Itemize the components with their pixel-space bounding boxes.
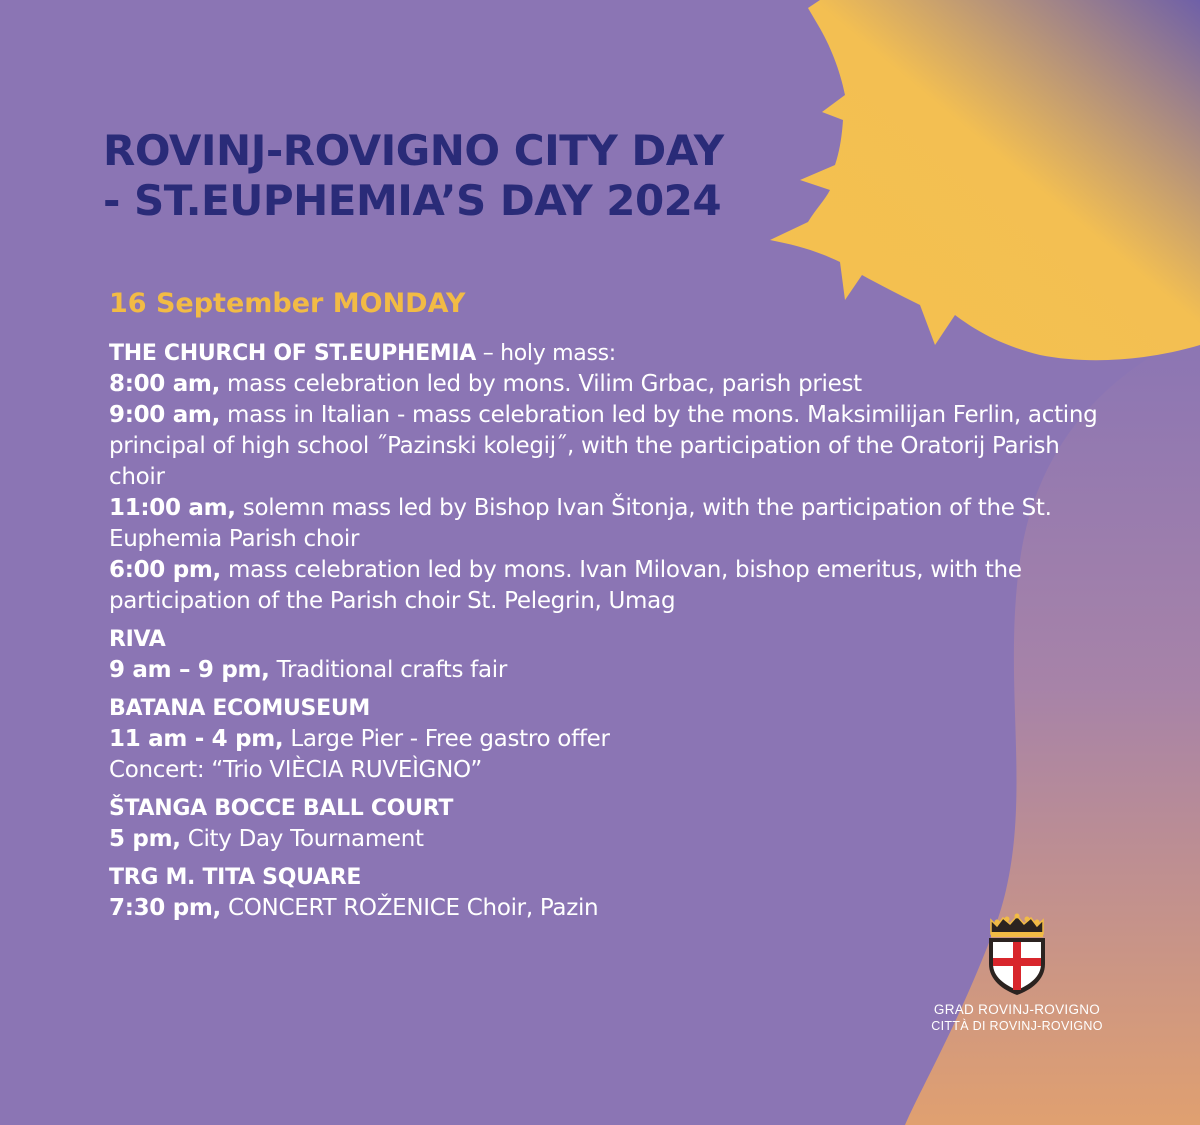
item-time: 7:30 pm, [109,895,221,921]
item-time: 5 pm, [109,826,181,852]
item-text: mass celebration led by mons. Ivan Milovan, bishop emeritus, with the participation of the Parish choir St. Pelegrin, Umag [109,557,1022,614]
schedule-item [109,555,1099,617]
page-title [103,126,724,226]
venue-heading [109,338,1099,369]
item-text: Large Pier - Free gastro offer [283,726,610,752]
schedule-item [109,493,1099,555]
item-time: 8:00 am, [109,371,221,397]
venue-name: THE CHURCH OF ST.EUPHEMIA [109,341,477,366]
venue-suffix: – holy mass: [476,341,616,366]
section-church [109,338,1099,617]
item-text: mass in Italian - mass celebration led by the mons. Maksimilijan Ferlin, acting principal of high school ˝Pazinski kolegij˝, with the participation of the Oratorij Parish choir [109,402,1098,490]
section-batana [109,693,1099,786]
schedule-item [109,400,1099,493]
schedule-item-concert: Concert: “Trio VIÈCIA RUVEÌGNO” [109,757,482,783]
item-time: 11 am - 4 pm, [109,726,284,752]
item-text: Traditional crafts fair [269,657,508,683]
item-time: 11:00 am, [109,495,236,521]
item-time: 9 am – 9 pm, [109,657,270,683]
section-stanga [109,793,1099,855]
event-date: 16 September MONDAY [109,288,466,319]
item-time: 6:00 pm, [109,557,221,583]
schedule-item [109,369,1099,400]
schedule-item [109,724,1099,755]
title-line-1: ROVINJ-ROVIGNO CITY DAY [103,126,724,175]
venue-heading: ŠTANGA BOCCE BALL COURT [109,796,454,821]
item-text: CONCERT ROŽENICE Choir, Pazin [220,895,599,921]
city-logo [922,912,1112,1033]
item-time: 9:00 am, [109,402,221,428]
title-line-2: - ST.EUPHEMIA’S DAY 2024 [103,176,722,225]
program-list [109,338,1099,931]
schedule-item [109,824,1099,855]
logo-line-1: GRAD ROVINJ-ROVIGNO [933,1002,1101,1017]
venue-heading: BATANA ECOMUSEUM [109,696,370,721]
coat-of-arms-icon [985,912,1049,996]
logo-line-2: CITTÀ DI ROVINJ-ROVIGNO [931,1019,1103,1033]
schedule-item [109,655,1099,686]
item-text: City Day Tournament [180,826,424,852]
venue-heading: RIVA [109,627,166,652]
section-riva [109,624,1099,686]
item-text: solemn mass led by Bishop Ivan Šitonja, with the participation of the St. Euphemia Parish choir [109,495,1052,552]
item-text: mass celebration led by mons. Vilim Grbac, parish priest [220,371,862,397]
venue-heading: TRG M. TITA SQUARE [109,865,362,890]
